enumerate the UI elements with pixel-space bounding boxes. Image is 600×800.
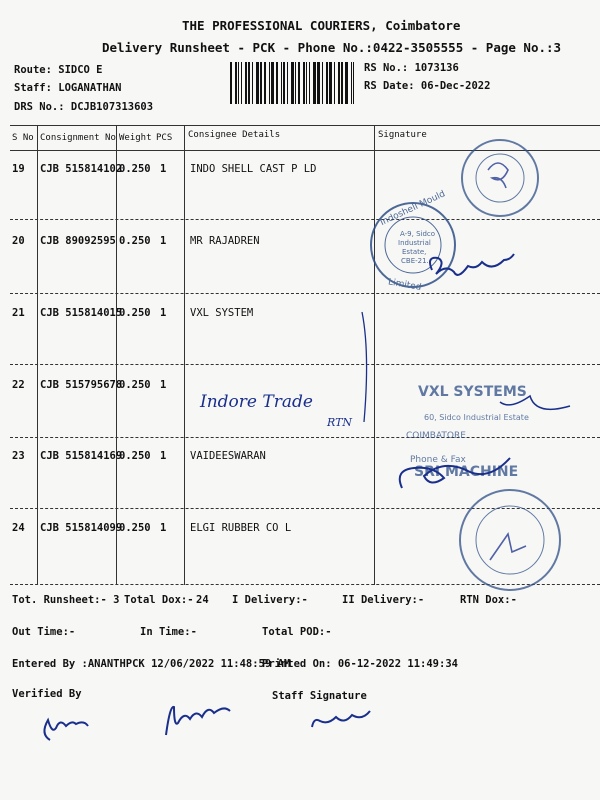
row-sno: 23 [12, 450, 25, 462]
stamp-text: Estate, [402, 248, 427, 256]
row-sno: 19 [12, 163, 25, 175]
row-weight: 0.250 [119, 307, 151, 319]
stamp-text: Limited [387, 277, 423, 294]
row-consignment: CJB 515814169 [40, 450, 123, 462]
col-header-pcs: PCS [156, 133, 173, 143]
row-consignee: INDO SHELL CAST P LD [190, 163, 317, 175]
col-header-sno: S No [12, 133, 34, 143]
stamp-text: COIMBATORE [406, 431, 466, 441]
row-weight: 0.250 [119, 235, 151, 247]
staff-signature-label: Staff Signature [272, 690, 367, 702]
row-sno: 21 [12, 307, 25, 319]
rtn-dox: RTN Dox:- [460, 594, 517, 606]
stamp-text: 60, Sidco Industrial Estate [424, 413, 529, 422]
row-weight: 0.250 [119, 450, 151, 462]
rs-number: RS No.: 1073136 [364, 62, 459, 74]
total-dox-value: 24 [196, 594, 209, 606]
col-header-consignment: Consignment No [40, 133, 116, 143]
stamp-text: CBE-21. [401, 257, 429, 265]
runsheet-subtitle: Delivery Runsheet - PCK - Phone No.:0422-3505555 - Page No.:3 [102, 40, 562, 55]
stamp-text: Indoshell Mould [378, 189, 447, 229]
row-consignee: VAIDEESWARAN [190, 450, 266, 462]
row-weight: 0.250 [119, 522, 151, 534]
row-consignment: CJB 515814102 [40, 163, 123, 175]
row-weight: 0.250 [119, 163, 151, 175]
stamp-text: Phone & Fax [410, 455, 466, 465]
vxl-systems-stamp [406, 384, 529, 480]
company-round-stamp [462, 140, 538, 216]
ii-delivery: II Delivery:- [342, 594, 425, 606]
i-delivery: I Delivery:- [232, 594, 308, 606]
total-runsheet: Tot. Runsheet:- 3 [12, 594, 120, 606]
signature-row20 [430, 254, 514, 275]
row-weight: 0.250 [119, 379, 151, 391]
stamp-text: SRI MACHINE [414, 464, 519, 480]
row-consignment: CJB 515814015 [40, 307, 123, 319]
row-sno: 24 [12, 522, 25, 534]
indoshell-round-stamp [371, 189, 455, 293]
row-consignment: CJB 515795678 [40, 379, 123, 391]
row-pcs: 1 [160, 235, 167, 247]
row-pcs: 1 [160, 163, 167, 175]
total-pod: Total POD:- [262, 626, 332, 638]
stamp-text: A-9, Sidco [400, 230, 436, 238]
handwritten-note: Indore Trade [200, 392, 313, 412]
col-header-consignee: Consignee Details [188, 130, 281, 140]
verifier-signature [44, 720, 88, 740]
total-dox-label: Total Dox:- [124, 594, 194, 606]
row-consignment: CJB 515814099 [40, 522, 123, 534]
row-consignee: ELGI RUBBER CO L [190, 522, 292, 534]
staff: Staff: LOGANATHAN [14, 82, 122, 94]
rs-date: RS Date: 06-Dec-2022 [364, 80, 491, 92]
drs-number: DRS No.: DCJB107313603 [14, 101, 154, 113]
entered-by: Entered By :ANANTHPCK 12/06/2022 11:48:59 AM [12, 658, 291, 670]
row-consignment: CJB 89092595 [40, 235, 116, 247]
elgi-round-stamp [460, 490, 560, 590]
in-time: In Time:- [140, 626, 197, 638]
printed-on: Printed On: 06-12-2022 11:49:34 [262, 658, 458, 670]
route: Route: SIDCO E [14, 64, 103, 76]
stamp-text: Industrial [398, 239, 431, 247]
company-title: THE PROFESSIONAL COURIERS, Coimbatore [182, 18, 461, 33]
stamp-text: VXL SYSTEMS [418, 384, 527, 400]
row-sno: 20 [12, 235, 25, 247]
row-pcs: 1 [160, 379, 167, 391]
out-time: Out Time:- [12, 626, 76, 638]
row-pcs: 1 [160, 522, 167, 534]
col-header-weight: Weight [119, 133, 152, 143]
row-pcs: 1 [160, 450, 167, 462]
bracket-mark [362, 312, 367, 422]
verified-by: Verified By [12, 688, 82, 700]
row-consignee: MR RAJADREN [190, 235, 260, 247]
row-sno: 22 [12, 379, 25, 391]
handwritten-rtn: RTN [327, 416, 353, 429]
col-header-signature: Signature [378, 130, 427, 140]
row-consignee: VXL SYSTEM [190, 307, 254, 319]
row-pcs: 1 [160, 307, 167, 319]
date-signature [166, 707, 230, 735]
staff-signature-mark [312, 711, 370, 727]
